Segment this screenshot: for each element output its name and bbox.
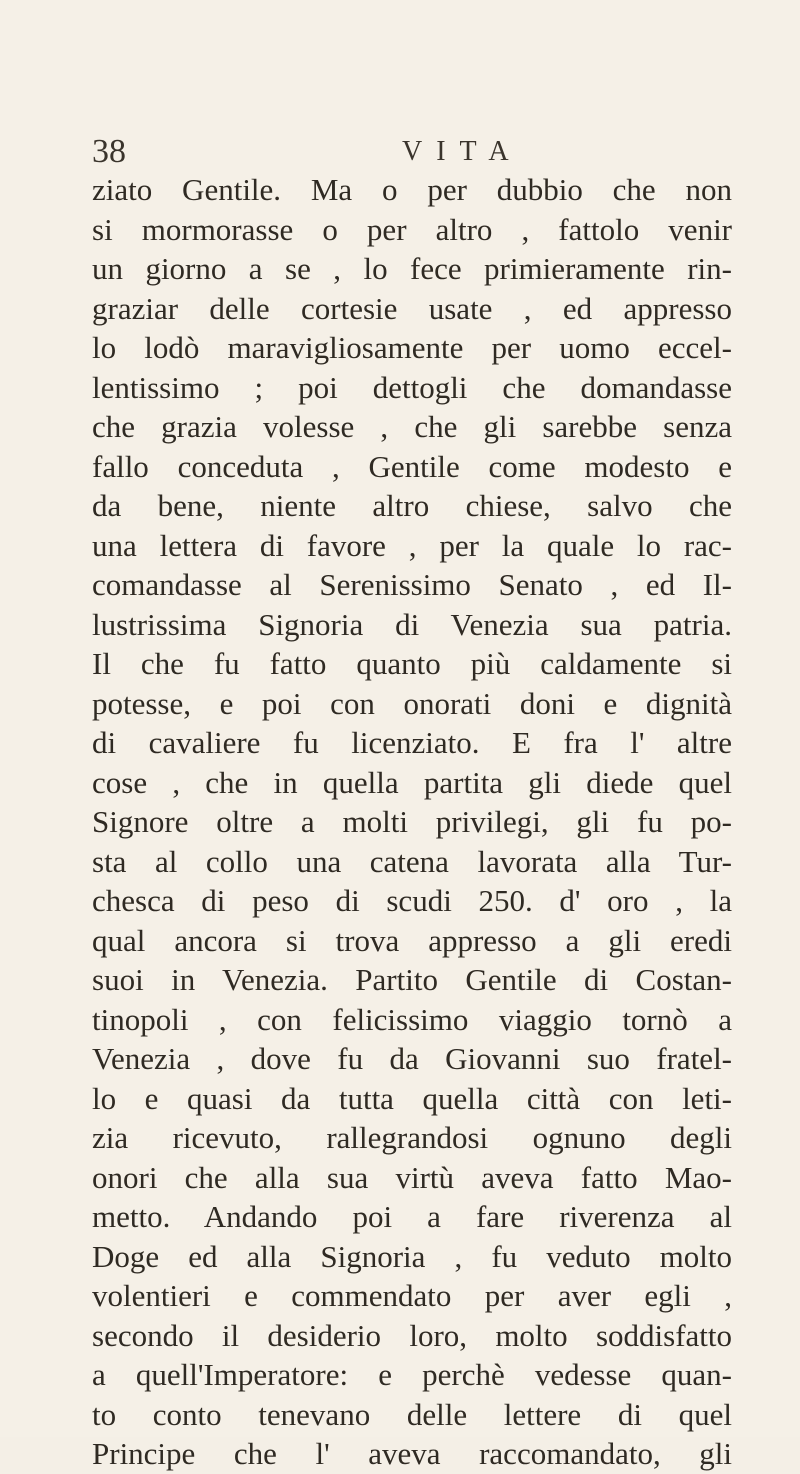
text-line: ziato Gentile. Ma o per dubbio che non — [92, 172, 732, 207]
text-line: chesca di peso di scudi 250. d' oro , la — [92, 883, 732, 918]
text-line: Principe che l' aveva raccomandato, gli — [92, 1436, 732, 1471]
text-line: lustrissima Signoria di Venezia sua patria. — [92, 606, 732, 642]
text-line: fallo conceduta , Gentile come modesto e — [92, 448, 732, 484]
text-line: potesse, e poi con onorati doni e dignità — [92, 685, 732, 721]
text-line: che grazia volesse , che gli sarebbe senza — [92, 409, 732, 444]
text-line: comandasse al Serenissimo Senato , ed Il- — [92, 567, 732, 602]
text-line: cose , che in quella partita gli diede quel — [92, 764, 732, 800]
text-line: suoi in Venezia. Partito Gentile di Costan- — [92, 962, 732, 997]
text-line: to conto tenevano delle lettere di quel — [92, 1396, 732, 1432]
body-text — [92, 170, 732, 1474]
text-line: tinopoli , con felicissimo viaggio tornò a — [92, 1001, 732, 1037]
text-line: da bene, niente altro chiese, salvo che — [92, 488, 732, 523]
text-line: qual ancora si trova appresso a gli eredi — [92, 922, 732, 958]
text-line: sta al collo una catena lavorata alla Tur- — [92, 843, 732, 879]
text-line: Signore oltre a molti privilegi, gli fu po- — [92, 804, 732, 839]
running-head: VITA — [402, 136, 523, 167]
text-line: lo e quasi da tutta quella città con leti- — [92, 1080, 732, 1116]
text-line: un giorno a se , lo fece primieramente rin- — [92, 251, 732, 286]
text-line: una lettera di favore , per la quale lo rac- — [92, 527, 732, 563]
text-line: Il che fu fatto quanto più caldamente si — [92, 646, 732, 681]
text-line: graziar delle cortesie usate , ed appresso — [92, 290, 732, 326]
page-number: 38 — [92, 133, 126, 170]
text-line: di cavaliere fu licenziato. E fra l' altre — [92, 725, 732, 760]
text-line: si mormorasse o per altro , fattolo venir — [92, 211, 732, 247]
text-line: lentissimo ; poi dettogli che domandasse — [92, 369, 732, 405]
text-line: secondo il desiderio loro, molto soddisfatto — [92, 1317, 732, 1353]
text-line: metto. Andando poi a fare riverenza al — [92, 1199, 732, 1234]
text-line: volentieri e commendato per aver egli , — [92, 1278, 732, 1313]
text-line: onori che alla sua virtù aveva fatto Mao- — [92, 1159, 732, 1195]
page-header — [92, 132, 712, 172]
text-line: zia ricevuto, rallegrandosi ognuno degli — [92, 1120, 732, 1155]
text-line: Doge ed alla Signoria , fu veduto molto — [92, 1238, 732, 1274]
text-line: a quell'Imperatore: e perchè vedesse quan- — [92, 1357, 732, 1392]
text-line: lo lodò maravigliosamente per uomo eccel- — [92, 330, 732, 365]
text-line: Venezia , dove fu da Giovanni suo fratel- — [92, 1041, 732, 1076]
